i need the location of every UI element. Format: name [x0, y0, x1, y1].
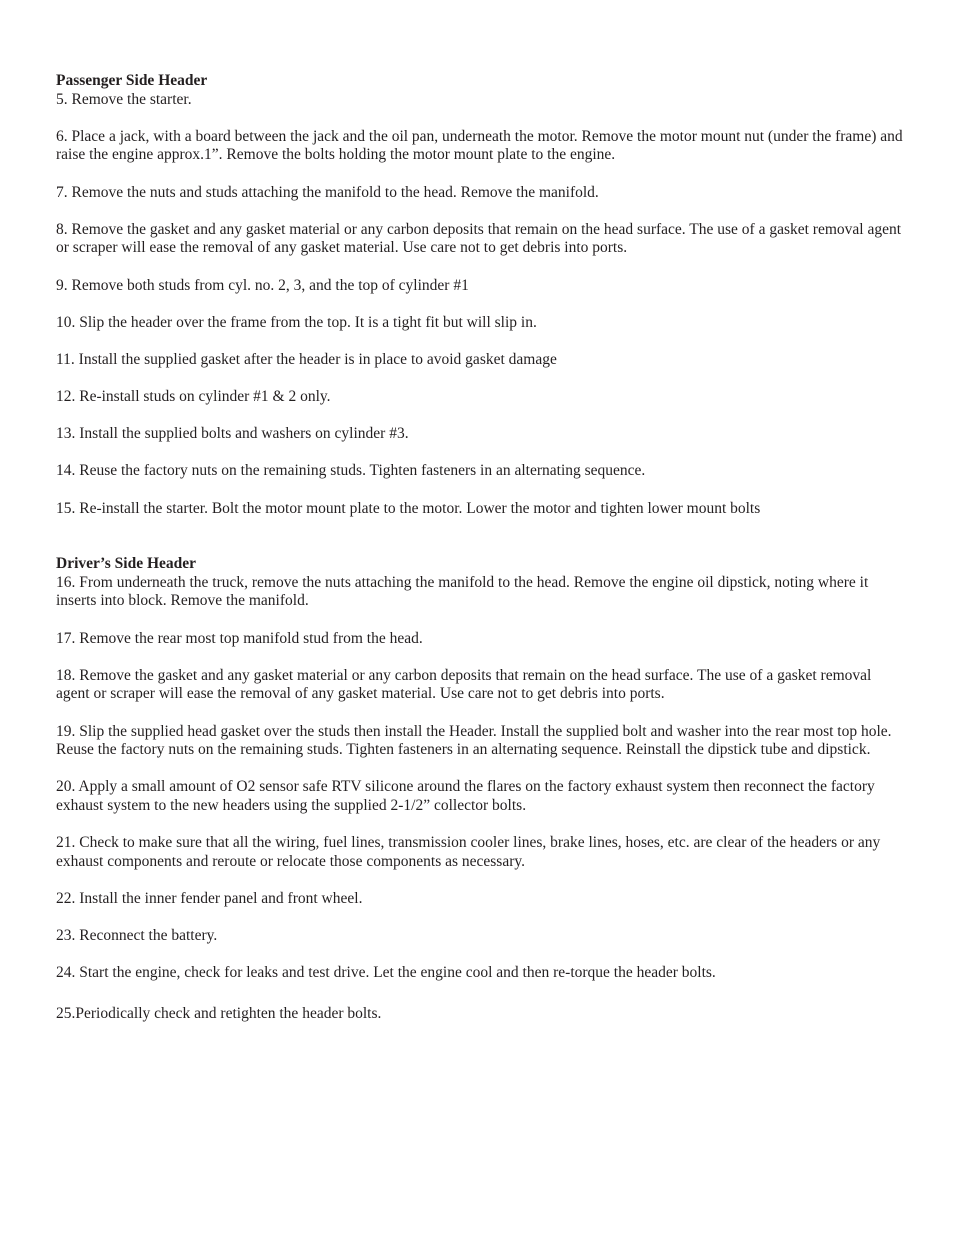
step-11: 11. Install the supplied gasket after the header is in place to avoid gasket damage — [56, 350, 557, 368]
step-25: 25.Periodically check and retighten the header bolts. — [56, 1004, 382, 1022]
step-5: 5. Remove the starter. — [56, 90, 192, 108]
step-19: 19. Slip the supplied head gasket over the studs then install the Header. Install the supplied bolt and washer into the rear most top hole. Reuse the factory nuts on the remaining studs. Tighten fasteners in an alternating sequence. Reinstall the dipstick tube and dipstick. — [56, 722, 892, 759]
step-24: 24. Start the engine, check for leaks and test drive. Let the engine cool and then re-torque the header bolts. — [56, 964, 716, 982]
step-13: 13. Install the supplied bolts and washers on cylinder #3. — [56, 425, 409, 443]
step-14: 14. Reuse the factory nuts on the remaining studs. Tighten fasteners in an alternating sequence. — [56, 462, 646, 480]
step-9: 9. Remove both studs from cyl. no. 2, 3, and the top of cylinder #1 — [56, 276, 469, 294]
step-17: 17. Remove the rear most top manifold stud from the head. — [56, 629, 423, 647]
step-22: 22. Install the inner fender panel and front wheel. — [56, 889, 363, 907]
step-15: 15. Re-install the starter. Bolt the motor mount plate to the motor. Lower the motor and tighten lower mount bolts — [56, 499, 761, 517]
step-18: 18. Remove the gasket and any gasket material or any carbon deposits that remain on the head surface. The use of a gasket removal agent or scraper will ease the removal of any gasket material. Use care not to get debris into ports. — [56, 666, 872, 703]
section-title-passenger: Passenger Side Header — [56, 72, 208, 89]
step-16: 16. From underneath the truck, remove the nuts attaching the manifold to the head. Remove the engine oil dipstick, noting where it inserts into block. Remove the manifold. — [56, 573, 869, 610]
step-6: 6. Place a jack, with a board between the jack and the oil pan, underneath the motor. Remove the motor mount nut (under the frame) and raise the engine approx.1”. Remove the bolts holding the motor mount plate to the engine. — [56, 127, 903, 164]
step-7: 7. Remove the nuts and studs attaching the manifold to the head. Remove the manifold. — [56, 183, 599, 201]
section-passenger-side — [56, 72, 906, 518]
instruction-page — [56, 72, 906, 1024]
step-8: 8. Remove the gasket and any gasket material or any carbon deposits that remain on the head surface. The use of a gasket removal agent or scraper will ease the removal of any gasket material. Use care not to get debris into ports. — [56, 220, 902, 257]
step-20: 20. Apply a small amount of O2 sensor safe RTV silicone around the flares on the factory exhaust system then reconnect the factory exhaust system to the new headers using the supplied 2-1/2” collector bolts. — [56, 778, 875, 814]
step-21: 21. Check to make sure that all the wiring, fuel lines, transmission cooler lines, brake lines, hoses, etc. are clear of the headers or any exhaust components and reroute or relocate those components as necessary. — [56, 834, 881, 870]
section-driver-side — [56, 555, 906, 1023]
step-10: 10. Slip the header over the frame from the top. It is a tight fit but will slip in. — [56, 313, 537, 331]
section-title-driver: Driver’s Side Header — [56, 555, 197, 573]
step-12: 12. Re-install studs on cylinder #1 & 2 only. — [56, 388, 331, 406]
step-23: 23. Reconnect the battery. — [56, 927, 218, 945]
